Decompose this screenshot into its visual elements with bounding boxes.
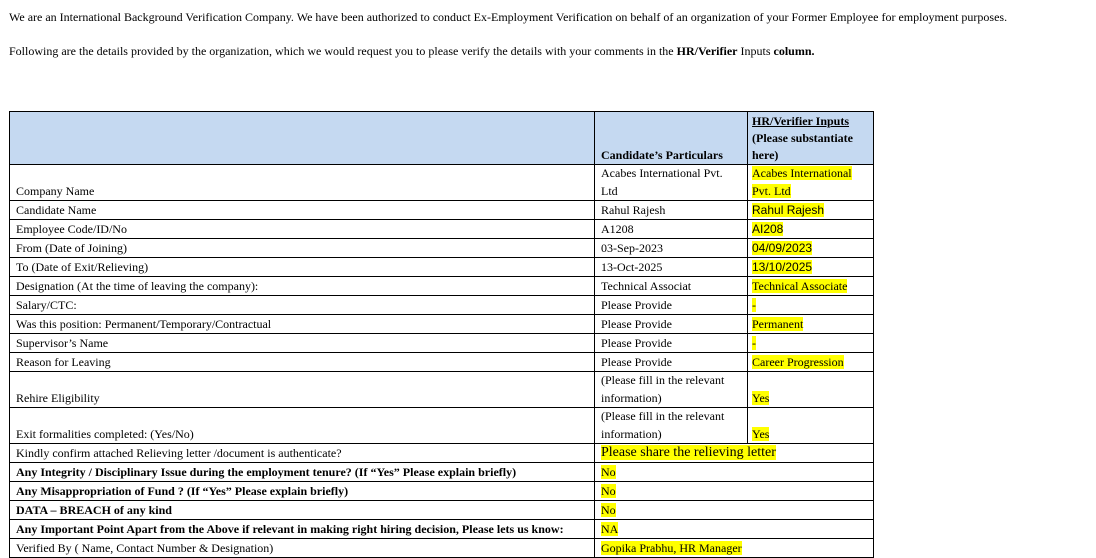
row-hr-cell bbox=[748, 296, 874, 315]
row-candidate: Rahul Rajesh bbox=[595, 201, 748, 220]
row-label: Rehire Eligibility bbox=[10, 372, 595, 408]
table-row-employee-code bbox=[10, 220, 874, 239]
table-row-position-type bbox=[10, 315, 874, 334]
row-label: Salary/CTC: bbox=[10, 296, 595, 315]
row-label: Supervisor’s Name bbox=[10, 334, 595, 353]
row-hr-cell bbox=[748, 408, 874, 444]
row-merged-value: NA bbox=[601, 522, 619, 536]
row-label: Was this position: Permanent/Temporary/Contractual bbox=[10, 315, 595, 334]
row-label: Reason for Leaving bbox=[10, 353, 595, 372]
row-merged-value: Gopika Prabhu, HR Manager bbox=[601, 541, 742, 555]
row-label: Exit formalities completed: (Yes/No) bbox=[10, 408, 595, 444]
row-label: DATA – BREACH of any kind bbox=[10, 501, 595, 520]
row-candidate: Please Provide bbox=[595, 296, 748, 315]
row-hr-cell bbox=[748, 201, 874, 220]
row-candidate: Please Provide bbox=[595, 315, 748, 334]
row-merged-value: Please share the relieving letter bbox=[601, 445, 776, 460]
row-hr-value: - bbox=[752, 336, 756, 350]
row-hr-value: Career Progression bbox=[752, 355, 844, 369]
row-candidate: Please Provide bbox=[595, 334, 748, 353]
row-merged-cell bbox=[595, 539, 874, 558]
row-hr-value: Yes bbox=[752, 426, 770, 441]
row-merged-value: No bbox=[601, 503, 616, 517]
table-row-supervisor bbox=[10, 334, 874, 353]
table-row-company bbox=[10, 165, 874, 201]
header-candidate-cell bbox=[595, 112, 748, 165]
row-hr-cell bbox=[748, 334, 874, 353]
table-row-candidate-name bbox=[10, 201, 874, 220]
row-hr-cell bbox=[748, 315, 874, 334]
row-hr-cell bbox=[748, 220, 874, 239]
row-candidate: 13-Oct-2025 bbox=[595, 258, 748, 277]
row-hr-cell bbox=[748, 165, 874, 201]
column-emphasis: column. bbox=[773, 44, 815, 58]
row-hr-cell bbox=[748, 353, 874, 372]
header-hr-title: HR/Verifier Inputs bbox=[752, 114, 850, 128]
row-hr-value: Permanent bbox=[752, 317, 804, 331]
table-row-salary bbox=[10, 296, 874, 315]
row-label: From (Date of Joining) bbox=[10, 239, 595, 258]
intro-paragraph bbox=[9, 10, 1007, 24]
table-row-verified-by bbox=[10, 539, 874, 558]
table-row-important-point bbox=[10, 520, 874, 539]
row-hr-cell bbox=[748, 258, 874, 277]
row-hr-value: 13/10/2025 bbox=[752, 260, 813, 274]
header-hr-subtitle: (Please substantiate here) bbox=[752, 131, 853, 162]
row-candidate: Please Provide bbox=[595, 353, 748, 372]
row-candidate: (Please fill in the relevant information) bbox=[595, 408, 748, 444]
row-label: Any Misappropriation of Fund ? (If “Yes” Please explain briefly) bbox=[10, 482, 595, 501]
header-label-cell bbox=[10, 112, 595, 165]
instructions-paragraph bbox=[9, 44, 815, 58]
row-hr-cell bbox=[748, 277, 874, 296]
header-candidate: Candidate’s Particulars bbox=[601, 148, 723, 162]
row-merged-cell bbox=[595, 444, 874, 463]
row-label: Designation (At the time of leaving the company): bbox=[10, 277, 595, 296]
table-row-rehire bbox=[10, 372, 874, 408]
intro-text: We are an International Background Verification Company. We have been authorized to conduct Ex-Employment Verification on behalf of an organization of your Former Employee for employment purposes. bbox=[9, 10, 1008, 24]
table-header-row bbox=[10, 112, 874, 165]
row-hr-value: Yes bbox=[752, 390, 770, 405]
row-merged-value: No bbox=[601, 484, 616, 498]
table-row-misappropriation bbox=[10, 482, 874, 501]
row-candidate: A1208 bbox=[595, 220, 748, 239]
table-row-integrity bbox=[10, 463, 874, 482]
row-merged-cell bbox=[595, 482, 874, 501]
inputs-text: Inputs bbox=[737, 44, 774, 58]
row-label: Candidate Name bbox=[10, 201, 595, 220]
table-row-date-exit bbox=[10, 258, 874, 277]
row-candidate: Acabes International Pvt. Ltd bbox=[595, 165, 748, 201]
row-label: Any Important Point Apart from the Above if relevant in making right hiring decision, Please lets us know: bbox=[10, 520, 595, 539]
row-hr-value: Technical Associate bbox=[752, 279, 848, 293]
row-label: Kindly confirm attached Relieving letter /document is authenticate? bbox=[10, 444, 595, 463]
table-row-date-joining bbox=[10, 239, 874, 258]
table-row-reason-leaving bbox=[10, 353, 874, 372]
row-candidate: (Please fill in the relevant information) bbox=[595, 372, 748, 408]
row-label: Employee Code/ID/No bbox=[10, 220, 595, 239]
row-hr-value: 04/09/2023 bbox=[752, 241, 813, 255]
table-row-exit-formalities bbox=[10, 408, 874, 444]
row-hr-cell bbox=[748, 372, 874, 408]
hr-verifier-emphasis: HR/Verifier bbox=[676, 44, 738, 58]
instructions-text: Following are the details provided by the organization, which we would request you to please verify the details with your comments in the bbox=[9, 44, 677, 58]
row-label: Any Integrity / Disciplinary Issue during the employment tenure? (If “Yes” Please explain briefly) bbox=[10, 463, 595, 482]
row-merged-cell bbox=[595, 463, 874, 482]
row-hr-value: AI208 bbox=[752, 222, 784, 236]
row-merged-cell bbox=[595, 501, 874, 520]
row-hr-cell bbox=[748, 239, 874, 258]
table-row-designation bbox=[10, 277, 874, 296]
header-hr-cell bbox=[748, 112, 874, 165]
row-candidate: 03-Sep-2023 bbox=[595, 239, 748, 258]
row-merged-cell bbox=[595, 520, 874, 539]
table-row-relieving-letter bbox=[10, 444, 874, 463]
row-merged-value: No bbox=[601, 465, 616, 479]
row-label: To (Date of Exit/Relieving) bbox=[10, 258, 595, 277]
verification-table bbox=[9, 111, 874, 558]
row-candidate: Technical Associat bbox=[595, 277, 748, 296]
row-hr-value: Acabes International Pvt. Ltd bbox=[752, 166, 852, 198]
row-hr-value: - bbox=[752, 298, 756, 312]
row-hr-value: Rahul Rajesh bbox=[752, 203, 825, 217]
row-label: Verified By ( Name, Contact Number & Designation) bbox=[10, 539, 595, 558]
row-label: Company Name bbox=[10, 165, 595, 201]
table-row-data-breach bbox=[10, 501, 874, 520]
